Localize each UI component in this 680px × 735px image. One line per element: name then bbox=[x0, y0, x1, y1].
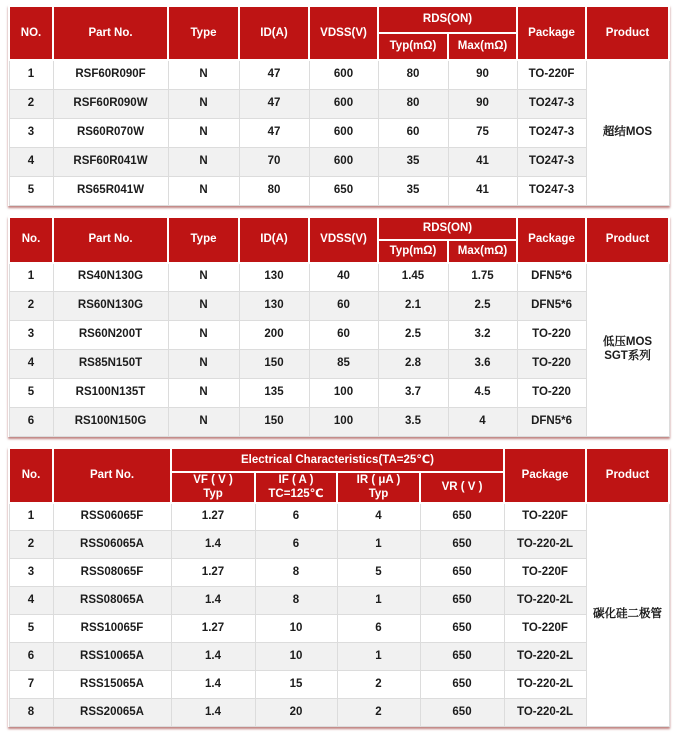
table-cell: 2 bbox=[337, 699, 420, 727]
table-cell: 15 bbox=[255, 671, 337, 699]
table-row bbox=[9, 379, 669, 408]
table-cell: 80 bbox=[239, 176, 309, 205]
table-cell: RSS10065A bbox=[53, 643, 171, 671]
col-header-rdson-typ: Typ(mΩ) bbox=[378, 33, 448, 60]
col-header-rdson: RDS(ON) bbox=[378, 217, 517, 240]
col-header-package: Package bbox=[517, 217, 586, 263]
table-cell: 200 bbox=[239, 321, 309, 350]
table-cell: RS60N200T bbox=[53, 321, 168, 350]
table-cell: 47 bbox=[239, 60, 309, 89]
table-cell: 1.4 bbox=[171, 587, 255, 615]
low-voltage-sgt-table bbox=[8, 216, 670, 438]
table-cell: TO247-3 bbox=[517, 118, 586, 147]
table-cell: RSS06065A bbox=[53, 531, 171, 559]
table-cell: 5 bbox=[9, 615, 53, 643]
table-cell: 1.27 bbox=[171, 503, 255, 531]
table-cell: 1.4 bbox=[171, 699, 255, 727]
product-cell: 低压MOS SGT系列 bbox=[586, 263, 669, 437]
table-cell: 35 bbox=[378, 176, 448, 205]
col-header-vr: VR ( V ) bbox=[420, 472, 504, 503]
col-header-product: Product bbox=[586, 6, 669, 60]
col-header-package: Package bbox=[517, 6, 586, 60]
table-cell: N bbox=[168, 176, 239, 205]
table-cell: 1.4 bbox=[171, 643, 255, 671]
ir-condition: Typ bbox=[368, 488, 389, 501]
table-row bbox=[9, 321, 669, 350]
table-cell: 20 bbox=[255, 699, 337, 727]
col-header-part-no: Part No. bbox=[53, 217, 168, 263]
table-cell: 100 bbox=[309, 408, 378, 437]
table-cell: 4.5 bbox=[448, 379, 517, 408]
col-header-vdss: VDSS(V) bbox=[309, 6, 378, 60]
table-cell: 5 bbox=[9, 176, 53, 205]
vf-condition: Typ bbox=[203, 488, 223, 501]
table-cell: 7 bbox=[9, 671, 53, 699]
table-row bbox=[9, 671, 669, 699]
table-cell: TO-220-2L bbox=[504, 587, 586, 615]
table-cell: 600 bbox=[309, 89, 378, 118]
table-row bbox=[9, 60, 669, 89]
table-cell: 650 bbox=[420, 559, 504, 587]
table-cell: RSS06065F bbox=[53, 503, 171, 531]
table-cell: 6 bbox=[9, 408, 53, 437]
col-header-rdson-max: Max(mΩ) bbox=[448, 33, 517, 60]
table-cell: 60 bbox=[378, 118, 448, 147]
table-cell: 8 bbox=[255, 559, 337, 587]
col-header-package: Package bbox=[504, 448, 586, 503]
table-row bbox=[9, 559, 669, 587]
table-cell: TO-220F bbox=[517, 60, 586, 89]
table-cell: 135 bbox=[239, 379, 309, 408]
table-cell: 2.5 bbox=[378, 321, 448, 350]
table-cell: N bbox=[168, 379, 239, 408]
table-cell: RSS08065F bbox=[53, 559, 171, 587]
col-header-if bbox=[255, 472, 337, 503]
col-header-no: No. bbox=[9, 448, 53, 503]
table-cell: 35 bbox=[378, 147, 448, 176]
table-cell: 2 bbox=[9, 292, 53, 321]
table-cell: TO-220F bbox=[504, 503, 586, 531]
table-cell: 6 bbox=[255, 531, 337, 559]
table-cell: 5 bbox=[337, 559, 420, 587]
table-cell: 1.75 bbox=[448, 263, 517, 292]
table-row bbox=[9, 118, 669, 147]
table-cell: 4 bbox=[448, 408, 517, 437]
table-row bbox=[9, 587, 669, 615]
col-header-ir bbox=[337, 472, 420, 503]
table-cell: 150 bbox=[239, 408, 309, 437]
table-cell: TO247-3 bbox=[517, 89, 586, 118]
table-cell: N bbox=[168, 292, 239, 321]
table-cell: 5 bbox=[9, 379, 53, 408]
table-cell: 1 bbox=[9, 60, 53, 89]
table-cell: TO-220F bbox=[504, 615, 586, 643]
table-cell: RSS20065A bbox=[53, 699, 171, 727]
table-cell: RSF60R090W bbox=[53, 89, 168, 118]
table-cell: RSF60R041W bbox=[53, 147, 168, 176]
table-cell: 3 bbox=[9, 321, 53, 350]
table-cell: RSS10065F bbox=[53, 615, 171, 643]
col-header-rdson-max: Max(mΩ) bbox=[448, 240, 517, 263]
table-cell: 2.1 bbox=[378, 292, 448, 321]
col-header-id: ID(A) bbox=[239, 6, 309, 60]
table-cell: 90 bbox=[448, 60, 517, 89]
table-row bbox=[9, 350, 669, 379]
table-cell: 6 bbox=[9, 643, 53, 671]
table-cell: RS100N135T bbox=[53, 379, 168, 408]
col-header-id: ID(A) bbox=[239, 217, 309, 263]
table-cell: RS60R070W bbox=[53, 118, 168, 147]
table-cell: 4 bbox=[9, 350, 53, 379]
table-cell: N bbox=[168, 350, 239, 379]
table-cell: N bbox=[168, 147, 239, 176]
table-cell: TO247-3 bbox=[517, 147, 586, 176]
table-cell: 47 bbox=[239, 118, 309, 147]
table-cell: RSS08065A bbox=[53, 587, 171, 615]
table-cell: 40 bbox=[309, 263, 378, 292]
table-row bbox=[9, 89, 669, 118]
table-cell: 1 bbox=[337, 531, 420, 559]
col-header-product: Product bbox=[586, 217, 669, 263]
table-row bbox=[9, 615, 669, 643]
table-cell: N bbox=[168, 321, 239, 350]
col-header-type: Type bbox=[168, 6, 239, 60]
table-cell: RS40N130G bbox=[53, 263, 168, 292]
table-cell: 130 bbox=[239, 292, 309, 321]
col-header-product: Product bbox=[586, 448, 669, 503]
vf-label: VF ( V ) bbox=[193, 474, 233, 486]
table-cell: N bbox=[168, 89, 239, 118]
table-cell: 1 bbox=[337, 587, 420, 615]
col-header-part-no: Part No. bbox=[53, 448, 171, 503]
table-cell: 130 bbox=[239, 263, 309, 292]
if-condition: TC=125℃ bbox=[268, 488, 324, 501]
table-cell: DFN5*6 bbox=[517, 292, 586, 321]
table-cell: 3 bbox=[9, 118, 53, 147]
table-cell: N bbox=[168, 263, 239, 292]
table-cell: 3 bbox=[9, 559, 53, 587]
table-cell: 650 bbox=[420, 531, 504, 559]
table-cell: N bbox=[168, 60, 239, 89]
col-header-no: No. bbox=[9, 217, 53, 263]
table-cell: 100 bbox=[309, 379, 378, 408]
table-cell: 10 bbox=[255, 615, 337, 643]
table-cell: 1 bbox=[337, 643, 420, 671]
table-cell: RSF60R090F bbox=[53, 60, 168, 89]
table-cell: 60 bbox=[309, 321, 378, 350]
table-cell: 1 bbox=[9, 503, 53, 531]
sic-diode-table bbox=[8, 447, 670, 727]
table-cell: 1.45 bbox=[378, 263, 448, 292]
table-cell: 70 bbox=[239, 147, 309, 176]
table-cell: 650 bbox=[309, 176, 378, 205]
superjunction-mos-table bbox=[8, 5, 670, 206]
table-cell: 650 bbox=[420, 671, 504, 699]
table-cell: RS85N150T bbox=[53, 350, 168, 379]
table-cell: 85 bbox=[309, 350, 378, 379]
table-cell: 150 bbox=[239, 350, 309, 379]
col-header-no: NO. bbox=[9, 6, 53, 60]
col-header-vdss: VDSS(V) bbox=[309, 217, 378, 263]
table-cell: 4 bbox=[9, 147, 53, 176]
table-body bbox=[9, 60, 669, 205]
table-cell: 1 bbox=[9, 263, 53, 292]
table-cell: 41 bbox=[448, 176, 517, 205]
table-cell: 650 bbox=[420, 587, 504, 615]
table-cell: DFN5*6 bbox=[517, 408, 586, 437]
table-header bbox=[9, 6, 669, 60]
table-cell: 600 bbox=[309, 147, 378, 176]
col-header-vf bbox=[171, 472, 255, 503]
table-cell: TO-220 bbox=[517, 321, 586, 350]
table-cell: RSS15065A bbox=[53, 671, 171, 699]
table-cell: 6 bbox=[255, 503, 337, 531]
table-cell: 650 bbox=[420, 643, 504, 671]
table-cell: TO-220-2L bbox=[504, 531, 586, 559]
table-cell: 60 bbox=[309, 292, 378, 321]
table-row bbox=[9, 699, 669, 727]
table-cell: TO-220 bbox=[517, 350, 586, 379]
table-cell: RS65R041W bbox=[53, 176, 168, 205]
table-cell: 8 bbox=[9, 699, 53, 727]
table-cell: 2 bbox=[337, 671, 420, 699]
table-header bbox=[9, 217, 669, 263]
table-cell: TO-220-2L bbox=[504, 671, 586, 699]
table-cell: 4 bbox=[9, 587, 53, 615]
table-cell: N bbox=[168, 118, 239, 147]
table-row bbox=[9, 408, 669, 437]
table-cell: 600 bbox=[309, 118, 378, 147]
table-cell: 3.5 bbox=[378, 408, 448, 437]
table-cell: 80 bbox=[378, 60, 448, 89]
col-header-rdson: RDS(ON) bbox=[378, 6, 517, 33]
table-cell: 650 bbox=[420, 615, 504, 643]
table-row bbox=[9, 531, 669, 559]
table-cell: 3.2 bbox=[448, 321, 517, 350]
table-row bbox=[9, 503, 669, 531]
product-cell: 超结MOS bbox=[586, 60, 669, 205]
if-label: IF ( A ) bbox=[278, 474, 314, 486]
table-cell: TO-220-2L bbox=[504, 643, 586, 671]
table-cell: TO-220F bbox=[504, 559, 586, 587]
table-cell: 650 bbox=[420, 503, 504, 531]
table-cell: 650 bbox=[420, 699, 504, 727]
table-cell: RS100N150G bbox=[53, 408, 168, 437]
table-cell: TO-220-2L bbox=[504, 699, 586, 727]
table-cell: 47 bbox=[239, 89, 309, 118]
table-body bbox=[9, 503, 669, 727]
table-row bbox=[9, 176, 669, 205]
col-header-type: Type bbox=[168, 217, 239, 263]
table-cell: 6 bbox=[337, 615, 420, 643]
table-cell: 3.6 bbox=[448, 350, 517, 379]
table-cell: TO-220 bbox=[517, 379, 586, 408]
table-cell: 41 bbox=[448, 147, 517, 176]
table-cell: 2 bbox=[9, 89, 53, 118]
col-header-electrical-characteristics: Electrical Characteristics(TA=25℃) bbox=[171, 448, 504, 472]
table-cell: 1.27 bbox=[171, 559, 255, 587]
col-header-part-no: Part No. bbox=[53, 6, 168, 60]
table-cell: 8 bbox=[255, 587, 337, 615]
table-cell: 80 bbox=[378, 89, 448, 118]
table-cell: 1.4 bbox=[171, 531, 255, 559]
table-cell: RS60N130G bbox=[53, 292, 168, 321]
table-cell: 3.7 bbox=[378, 379, 448, 408]
table-body bbox=[9, 263, 669, 437]
col-header-rdson-typ: Typ(mΩ) bbox=[378, 240, 448, 263]
table-header bbox=[9, 448, 669, 503]
table-cell: DFN5*6 bbox=[517, 263, 586, 292]
table-row bbox=[9, 263, 669, 292]
table-cell: 10 bbox=[255, 643, 337, 671]
table-cell: 4 bbox=[337, 503, 420, 531]
table-row bbox=[9, 292, 669, 321]
table-cell: 90 bbox=[448, 89, 517, 118]
table-cell: 1.27 bbox=[171, 615, 255, 643]
product-cell: 碳化硅二极管 bbox=[586, 503, 669, 727]
table-cell: N bbox=[168, 408, 239, 437]
table-cell: 2.5 bbox=[448, 292, 517, 321]
table-cell: 75 bbox=[448, 118, 517, 147]
table-cell: 2.8 bbox=[378, 350, 448, 379]
table-row bbox=[9, 643, 669, 671]
ir-label: IR ( μA ) bbox=[356, 474, 401, 486]
table-cell: TO247-3 bbox=[517, 176, 586, 205]
table-cell: 2 bbox=[9, 531, 53, 559]
table-row bbox=[9, 147, 669, 176]
table-cell: 1.4 bbox=[171, 671, 255, 699]
table-cell: 600 bbox=[309, 60, 378, 89]
